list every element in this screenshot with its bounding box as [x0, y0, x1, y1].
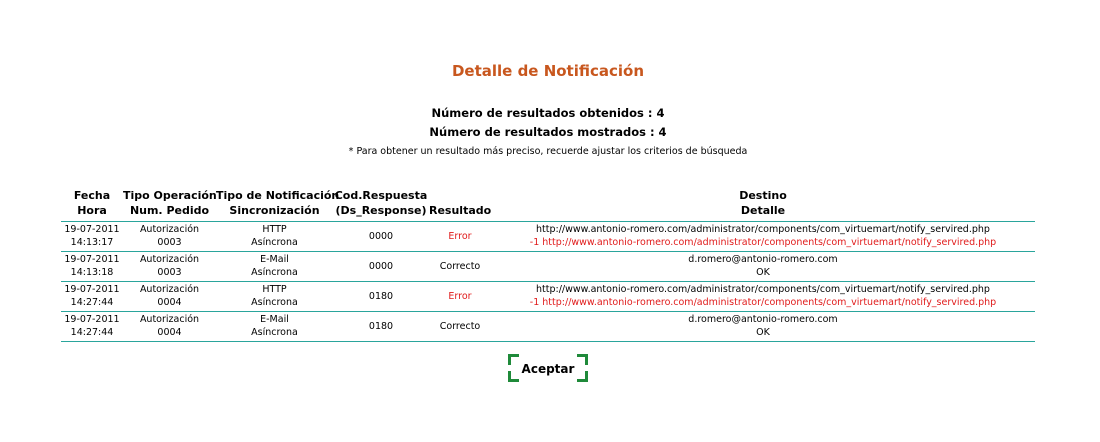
cell-date-time: 19-07-2011 14:13:18: [61, 252, 123, 282]
cell-result: Error: [429, 282, 491, 312]
cell-notification: HTTP Asíncrona: [216, 222, 333, 252]
cell-result: Error: [429, 222, 491, 252]
search-note: * Para obtener un resultado más preciso, recuerde ajustar los criterios de búsqueda: [348, 146, 748, 157]
cell-result: Correcto: [429, 252, 491, 282]
cell-destination: d.romero@antonio-romero.com OK: [491, 312, 1035, 342]
cell-date-time: 19-07-2011 14:27:44: [61, 312, 123, 342]
frame-corner: [577, 371, 588, 382]
cell-date-time: 19-07-2011 14:27:44: [61, 282, 123, 312]
cell-operation: Autorización 0003: [123, 222, 216, 252]
cell-destination: http://www.antonio-romero.com/administrator/components/com_virtuemart/notify_servired.php -1 http://www.antonio-romero.com/administrator/components/com_virtuemart/notify_servired.php: [491, 282, 1035, 312]
cell-result: Correcto: [429, 312, 491, 342]
accept-button-frame: [508, 354, 588, 382]
header-operation-order: Tipo Operación Num. Pedido: [123, 188, 216, 222]
cell-notification: E-Mail Asíncrona: [216, 252, 333, 282]
cell-notification: E-Mail Asíncrona: [216, 312, 333, 342]
accept-button-label: Aceptar: [521, 362, 575, 376]
cell-notification: HTTP Asíncrona: [216, 282, 333, 312]
results-shown: Número de resultados mostrados : 4: [429, 125, 667, 139]
frame-corner: [508, 354, 519, 365]
page-title: Detalle de Notificación: [451, 62, 645, 80]
header-notification-sync: Tipo de Notificación Sincronización: [216, 188, 333, 222]
cell-code: 0180: [333, 282, 429, 312]
frame-corner: [577, 354, 588, 365]
accept-button[interactable]: [508, 354, 588, 382]
table-row: [61, 222, 1035, 252]
header-response-code: Cod.Respuesta (Ds_Response): [333, 188, 429, 222]
cell-code: 0180: [333, 312, 429, 342]
header-date-time: Fecha Hora: [61, 188, 123, 222]
cell-operation: Autorización 0004: [123, 312, 216, 342]
table-row: [61, 282, 1035, 312]
cell-date-time: 19-07-2011 14:13:17: [61, 222, 123, 252]
table-row: [61, 252, 1035, 282]
header-result: Resultado: [429, 188, 491, 222]
cell-code: 0000: [333, 252, 429, 282]
cell-destination: http://www.antonio-romero.com/administrator/components/com_virtuemart/notify_servired.php -1 http://www.antonio-romero.com/administrator/components/com_virtuemart/notify_servired.php: [491, 222, 1035, 252]
cell-code: 0000: [333, 222, 429, 252]
cell-operation: Autorización 0004: [123, 282, 216, 312]
table-row: [61, 312, 1035, 342]
table-header-row: [61, 188, 1035, 222]
frame-corner: [508, 371, 519, 382]
cell-operation: Autorización 0003: [123, 252, 216, 282]
cell-destination: d.romero@antonio-romero.com OK: [491, 252, 1035, 282]
header-destination-detail: Destino Detalle: [491, 188, 1035, 222]
results-obtained: Número de resultados obtenidos : 4: [431, 106, 665, 120]
notifications-table: [61, 188, 1035, 342]
